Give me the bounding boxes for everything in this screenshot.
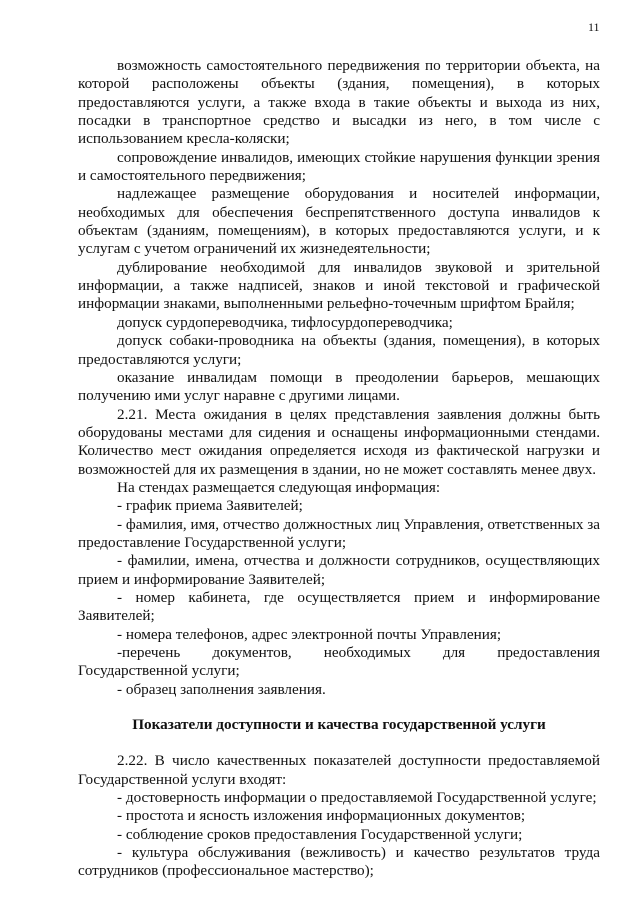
paragraph: оказание инвалидам помощи в преодолении барьеров, мешающих получению ими услуг наравне с другими лицами. [78, 368, 600, 405]
page-number: 11 [588, 20, 600, 34]
paragraph: дублирование необходимой для инвалидов звуковой и зрительной информации, а также надписей, знаков и иной текстовой и графической информации знаками, выполненными рельефно-точечным шрифтом Брайля; [78, 258, 600, 313]
paragraph: допуск сурдопереводчика, тифлосурдопереводчика; [117, 313, 453, 331]
list-item: -перечень документов, необходимых для предоставления Государственной услуги; [78, 644, 600, 680]
list-item: - график приема Заявителей; [117, 497, 303, 515]
paragraph: надлежащее размещение оборудования и носителей информации, необходимых для обеспечения беспрепятственного доступа инвалидов к объектам (зданиям, помещениям), в которых предоставляются услуги, и к услугам с учетом ограничений их жизнедеятельности; [78, 185, 600, 258]
document-body [78, 57, 600, 881]
paragraph-2-22: 2.22. В число качественных показателей доступности предоставляемой Государственной услуги входят: [78, 752, 600, 788]
list-item: - фамилия, имя, отчество должностных лиц Управления, ответственных за предоставление Государственной услуги; [78, 515, 600, 551]
paragraph: возможность самостоятельного передвижения по территории объекта, на которой расположены объекты (здания, помещения), в которых предоставляются услуги, а также входа в такие объекты и выхода из них, посадки в транспортное средство и высадки из него, в том числе с использованием кресла-коляски; [78, 57, 600, 148]
list-item: - культура обслуживания (вежливость) и качество результатов труда сотрудников (профессиональное мастерство); [78, 844, 600, 880]
list-item: - образец заполнения заявления. [117, 680, 326, 698]
list-item: - достоверность информации о предоставляемой Государственной услуге; [117, 789, 597, 807]
paragraph-2-21: 2.21. Места ожидания в целях представления заявления должны быть оборудованы местами для сидения и оснащены информационными стендами. Количество мест ожидания определяется исходя из фактической нагрузки и возможностей для их размещения в здании, но не может составлять менее двух. [78, 405, 600, 478]
list-item: - соблюдение сроков предоставления Государственной услуги; [117, 825, 523, 843]
paragraph: допуск собаки-проводника на объекты (здания, помещения), в которых предоставляются услуги; [78, 332, 600, 368]
list-item: - простота и ясность изложения информационных документов; [117, 807, 526, 825]
list-item: - номера телефонов, адрес электронной почты Управления; [117, 625, 502, 643]
section-heading: Показатели доступности и качества государственной услуги [132, 716, 546, 734]
paragraph: На стендах размещается следующая информация: [117, 478, 441, 496]
list-item: - фамилии, имена, отчества и должности сотрудников, осуществляющих прием и информирование Заявителей; [78, 552, 600, 588]
list-item: - номер кабинета, где осуществляется прием и информирование Заявителей; [78, 588, 600, 625]
paragraph: сопровождение инвалидов, имеющих стойкие нарушения функции зрения и самостоятельного передвижения; [78, 148, 600, 185]
